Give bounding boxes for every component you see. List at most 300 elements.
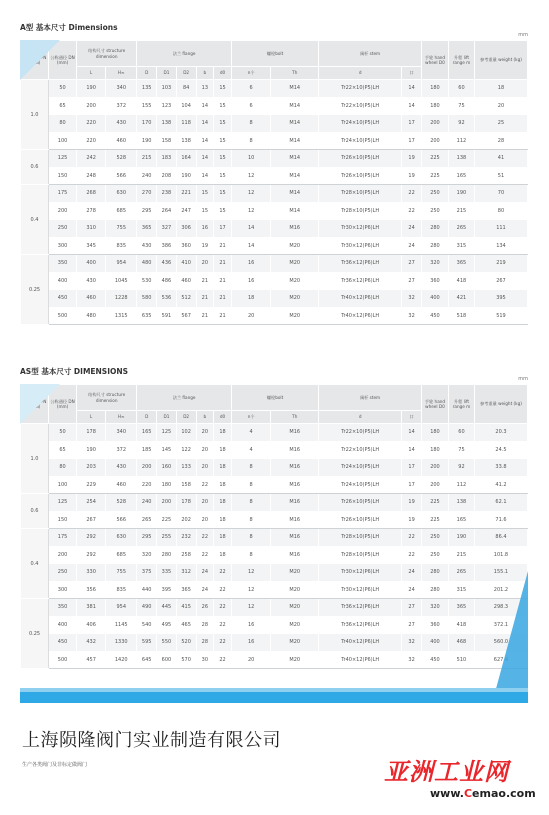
table-cell: 300	[49, 581, 77, 599]
table-cell: 12	[231, 167, 270, 185]
header-th: Th	[271, 67, 319, 80]
table-cell: 627.4	[474, 651, 527, 669]
table-cell: 372	[106, 97, 137, 115]
table-cell: 18	[214, 546, 232, 564]
table-cell: 14	[196, 115, 214, 133]
table-cell: 165	[448, 167, 474, 185]
table-b	[20, 384, 528, 669]
table-cell: 1420	[106, 651, 137, 669]
table-cell: 112	[448, 476, 474, 494]
table-cell: M20	[271, 255, 319, 273]
table-cell: 365	[176, 581, 196, 599]
table-cell: 519	[474, 307, 527, 325]
table-cell: 170	[137, 115, 157, 133]
table-cell: 436	[157, 255, 177, 273]
table-cell: Tr28×10(P5)LH	[319, 185, 402, 203]
table-cell: 480	[137, 255, 157, 273]
table-cell: 112	[448, 132, 474, 150]
table-cell: 954	[106, 255, 137, 273]
table-cell: 395	[157, 581, 177, 599]
table-cell: 158	[176, 476, 196, 494]
pressure-cell: 0.4	[21, 529, 49, 599]
table-cell: 550	[157, 634, 177, 652]
table-cell: 225	[157, 511, 177, 529]
table-cell: 630	[106, 185, 137, 203]
table-cell: 755	[106, 564, 137, 582]
table-cell: 21	[196, 307, 214, 325]
table-cell: 190	[448, 529, 474, 547]
table-cell: 32	[402, 634, 422, 652]
header-handwheel: 手轮 hand wheel D0	[421, 385, 448, 424]
table-cell: 12	[231, 599, 270, 617]
table-row	[21, 132, 528, 150]
table-cell: Tr26×10(P5)LH	[319, 150, 402, 168]
table-cell: 15	[214, 167, 232, 185]
table-cell: 80	[49, 115, 77, 133]
table-cell: 268	[77, 185, 106, 203]
table-cell: 138	[157, 115, 177, 133]
table-cell: Tr28×10(P5)LH	[319, 546, 402, 564]
table-cell: 75	[448, 441, 474, 459]
table-cell: 19	[402, 167, 422, 185]
table-cell: 250	[421, 546, 448, 564]
header-stem-d: d	[319, 411, 402, 424]
table-cell: 250	[421, 529, 448, 547]
table-cell: 8	[231, 115, 270, 133]
table-cell: 27	[402, 616, 422, 634]
table-cell: 14	[402, 80, 422, 98]
table-cell: 84	[176, 80, 196, 98]
table-cell: 28	[196, 616, 214, 634]
table-cell: 440	[137, 581, 157, 599]
table-a-section	[20, 22, 528, 325]
table-cell: 200	[421, 459, 448, 477]
table-row	[21, 441, 528, 459]
table-cell: 280	[421, 220, 448, 238]
table-cell: 65	[49, 97, 77, 115]
table-cell: 28	[196, 634, 214, 652]
header-b: b	[196, 411, 214, 424]
table-cell: 16	[231, 255, 270, 273]
table-cell: 200	[421, 476, 448, 494]
table-b-section	[20, 366, 528, 669]
table-cell: M16	[271, 546, 319, 564]
table-cell: 20	[196, 511, 214, 529]
table-cell: 200	[421, 132, 448, 150]
table-cell: 372	[106, 441, 137, 459]
table-cell: 15	[214, 202, 232, 220]
header-dn: 公称通径 DN (mm)	[49, 41, 77, 80]
table-cell: 315	[448, 581, 474, 599]
table-cell: 15	[214, 80, 232, 98]
table-cell: 18	[214, 476, 232, 494]
table-cell: Tr22×10(P5)LH	[319, 424, 402, 442]
table-cell: 15	[214, 132, 232, 150]
table-cell: 320	[421, 255, 448, 273]
table-cell: 580	[137, 290, 157, 308]
table-cell: 62.1	[474, 494, 527, 512]
table-cell: 320	[137, 546, 157, 564]
table-cell: M20	[271, 616, 319, 634]
table-cell: 595	[137, 634, 157, 652]
table-cell: M14	[271, 132, 319, 150]
table-cell: M20	[271, 307, 319, 325]
table-cell: 138	[448, 494, 474, 512]
table-cell: 560.0	[474, 634, 527, 652]
table-cell: 71.6	[474, 511, 527, 529]
table-cell: 155.1	[474, 564, 527, 582]
table-row	[21, 424, 528, 442]
table-row	[21, 494, 528, 512]
table-cell: 14	[196, 167, 214, 185]
table-cell: 8	[231, 476, 270, 494]
table-cell: 292	[77, 529, 106, 547]
table-cell: 22	[402, 546, 422, 564]
table-cell: M14	[271, 97, 319, 115]
table-cell: Tr40×12(P6)LH	[319, 307, 402, 325]
table-cell: 335	[157, 564, 177, 582]
table-cell: 80	[49, 459, 77, 477]
table-cell: 330	[77, 564, 106, 582]
table-cell: 591	[157, 307, 177, 325]
table-cell: 247	[176, 202, 196, 220]
header-b: b	[196, 67, 214, 80]
table-cell: 155	[137, 97, 157, 115]
table-cell: 280	[421, 564, 448, 582]
table-cell: 480	[77, 307, 106, 325]
table-cell: 512	[176, 290, 196, 308]
header-dn: 公称通径 DN (mm)	[49, 385, 77, 424]
table-cell: 165	[137, 424, 157, 442]
pressure-cell: 1.0	[21, 80, 49, 150]
table-cell: 15	[214, 185, 232, 203]
table-cell: 327	[157, 220, 177, 238]
table-cell: 22	[214, 599, 232, 617]
table-cell: Tr24×10(P5)LH	[319, 115, 402, 133]
table-cell: M16	[271, 511, 319, 529]
table-cell: 102	[176, 424, 196, 442]
table-cell: 430	[137, 237, 157, 255]
table-cell: M14	[271, 115, 319, 133]
table-cell: 138	[176, 132, 196, 150]
table-cell: 101.8	[474, 546, 527, 564]
table-cell: 238	[157, 185, 177, 203]
pressure-cell: 0.6	[21, 494, 49, 529]
table-cell: 92	[448, 459, 474, 477]
header-l: L	[77, 411, 106, 424]
table-cell: 175	[49, 529, 77, 547]
table-cell: 60	[448, 80, 474, 98]
table-cell: M20	[271, 237, 319, 255]
table-cell: M14	[271, 80, 319, 98]
table-cell: 200	[49, 202, 77, 220]
table-cell: 215	[448, 546, 474, 564]
table-cell: 350	[49, 599, 77, 617]
table-cell: 20	[196, 255, 214, 273]
table-cell: 17	[402, 459, 422, 477]
table-cell: 135	[137, 80, 157, 98]
table-cell: 1315	[106, 307, 137, 325]
table-cell: 528	[106, 494, 137, 512]
table-cell: 250	[421, 185, 448, 203]
header-flange: 法兰 flange	[137, 385, 232, 411]
table-cell: 21	[214, 272, 232, 290]
table-row	[21, 220, 528, 238]
table-cell: Tr40×12(P6)LH	[319, 634, 402, 652]
table-cell: 685	[106, 546, 137, 564]
table-cell: M20	[271, 564, 319, 582]
table-cell: 530	[137, 272, 157, 290]
table-cell: 372.1	[474, 616, 527, 634]
table-cell: 280	[421, 237, 448, 255]
table-cell: 122	[176, 441, 196, 459]
header-d1: D1	[157, 67, 177, 80]
table-cell: 12	[231, 185, 270, 203]
table-cell: 15	[214, 150, 232, 168]
table-cell: 104	[176, 97, 196, 115]
header-n: n个	[231, 411, 270, 424]
table-cell: 190	[137, 132, 157, 150]
table-cell: 111	[474, 220, 527, 238]
table-cell: Tr26×10(P5)LH	[319, 494, 402, 512]
table-cell: 8	[231, 459, 270, 477]
table-cell: 566	[106, 511, 137, 529]
table-cell: 22	[196, 546, 214, 564]
table-cell: 19	[402, 150, 422, 168]
table-cell: 18	[231, 290, 270, 308]
table-cell: 200	[77, 97, 106, 115]
table-cell: 32	[402, 290, 422, 308]
table-cell: 430	[106, 115, 137, 133]
table-cell: 14	[402, 424, 422, 442]
table-cell: 12	[231, 564, 270, 582]
table-cell: 645	[137, 651, 157, 669]
table-cell: 125	[49, 494, 77, 512]
table-cell: 250	[421, 202, 448, 220]
table-cell: 24	[402, 564, 422, 582]
table-cell: 365	[448, 599, 474, 617]
header-n: n个	[231, 67, 270, 80]
table-cell: M16	[271, 424, 319, 442]
table-cell: 310	[77, 220, 106, 238]
table-cell: Tr28×10(P5)LH	[319, 529, 402, 547]
table-cell: 225	[421, 150, 448, 168]
table-cell: 254	[77, 494, 106, 512]
table-cell: 365	[137, 220, 157, 238]
table-cell: M20	[271, 272, 319, 290]
table-cell: 16	[196, 220, 214, 238]
table-row	[21, 546, 528, 564]
table-cell: 15	[214, 97, 232, 115]
table-cell: 8	[231, 132, 270, 150]
header-bolt: 螺栓bolt	[231, 41, 318, 67]
table-cell: 190	[77, 441, 106, 459]
table-cell: 250	[49, 564, 77, 582]
table-cell: 70	[474, 185, 527, 203]
table-cell: 41	[474, 150, 527, 168]
header-h: H≈	[106, 67, 137, 80]
table-cell: 360	[421, 272, 448, 290]
table-cell: 518	[448, 307, 474, 325]
table-cell: 21	[214, 290, 232, 308]
table-row	[21, 529, 528, 547]
table-cell: 225	[421, 494, 448, 512]
header-flange: 法兰 flange	[137, 41, 232, 67]
table-cell: 457	[77, 651, 106, 669]
table-cell: 298.3	[474, 599, 527, 617]
table-cell: 536	[157, 290, 177, 308]
table-cell: 4	[231, 441, 270, 459]
pressure-cell: 0.25	[21, 599, 49, 669]
table-cell: 229	[77, 476, 106, 494]
table-cell: Tr30×12(P6)LH	[319, 564, 402, 582]
table-cell: 32	[402, 307, 422, 325]
table-cell: 22	[214, 564, 232, 582]
table-cell: 201.2	[474, 581, 527, 599]
header-handwheel: 手轮 hand wheel D0	[421, 41, 448, 80]
table-cell: 50	[49, 80, 77, 98]
table-cell: 20	[196, 459, 214, 477]
table-cell: M16	[271, 529, 319, 547]
table-cell: 24	[402, 220, 422, 238]
table-cell: 570	[176, 651, 196, 669]
table-cell: 185	[137, 441, 157, 459]
header-pn: 公称压力 PN (MPa)	[21, 385, 49, 424]
table-cell: 33.8	[474, 459, 527, 477]
table-cell: 500	[49, 307, 77, 325]
pressure-cell: 0.4	[21, 185, 49, 255]
table-cell: Tr40×12(P6)LH	[319, 290, 402, 308]
table-cell: 41.2	[474, 476, 527, 494]
table-cell: 20	[474, 97, 527, 115]
accent-band	[20, 692, 528, 703]
header-weight: 参考重量 weight (kg)	[474, 385, 527, 424]
table-cell: 180	[421, 441, 448, 459]
table-cell: 100	[49, 132, 77, 150]
table-cell: 460	[106, 132, 137, 150]
table-cell: 1330	[106, 634, 137, 652]
header-stem: 阀杆 stem	[319, 41, 422, 67]
table-cell: 21	[214, 237, 232, 255]
table-cell: 265	[137, 511, 157, 529]
table-cell: 150	[49, 511, 77, 529]
table-cell: Tr22×10(P5)LH	[319, 80, 402, 98]
table-cell: 25	[474, 115, 527, 133]
header-range: 升程 lift range m	[448, 41, 474, 80]
table-cell: Tr30×12(P6)LH	[319, 220, 402, 238]
pressure-cell: 0.6	[21, 150, 49, 185]
table-cell: 190	[448, 185, 474, 203]
table-cell: 295	[137, 202, 157, 220]
table-cell: 421	[448, 290, 474, 308]
table-cell: 17	[402, 132, 422, 150]
table-cell: 315	[448, 237, 474, 255]
url-mark: C	[463, 787, 473, 800]
table-cell: 92	[448, 115, 474, 133]
table-cell: M16	[271, 459, 319, 477]
table-cell: 430	[106, 459, 137, 477]
table-cell: 22	[214, 616, 232, 634]
table-cell: 22	[402, 529, 422, 547]
table-cell: 60	[448, 424, 474, 442]
table-cell: 27	[402, 272, 422, 290]
header-h: H≈	[106, 411, 137, 424]
table-cell: 225	[421, 167, 448, 185]
header-range: 升程 lift range m	[448, 385, 474, 424]
table-cell: 75	[448, 97, 474, 115]
table-row	[21, 202, 528, 220]
table-cell: 18	[214, 459, 232, 477]
table-cell: 460	[176, 272, 196, 290]
table-cell: 220	[137, 476, 157, 494]
table-b-body	[21, 424, 528, 669]
pressure-cell: 1.0	[21, 424, 49, 494]
table-cell: M20	[271, 290, 319, 308]
table-cell: 24	[196, 564, 214, 582]
table-row	[21, 80, 528, 98]
table-cell: 100	[49, 476, 77, 494]
table-cell: 450	[49, 634, 77, 652]
table-cell: 165	[448, 511, 474, 529]
header-d: D	[137, 67, 157, 80]
table-cell: 20.3	[474, 424, 527, 442]
header-weight: 参考重量 weight (kg)	[474, 41, 527, 80]
table-cell: 265	[448, 220, 474, 238]
table-cell: 954	[106, 599, 137, 617]
table-cell: Tr28×10(P5)LH	[319, 202, 402, 220]
table-cell: 27	[402, 255, 422, 273]
table-row	[21, 167, 528, 185]
table-cell: 14	[196, 97, 214, 115]
table-cell: Tr30×12(P6)LH	[319, 581, 402, 599]
table-cell: Tr30×12(P6)LH	[319, 237, 402, 255]
table-cell: 21	[214, 307, 232, 325]
table-cell: 600	[157, 651, 177, 669]
table-cell: 22	[402, 202, 422, 220]
header-d2: D2	[176, 411, 196, 424]
table-cell: Tr22×10(P5)LH	[319, 441, 402, 459]
table-row	[21, 459, 528, 477]
table-cell: 215	[137, 150, 157, 168]
table-cell: 18	[214, 441, 232, 459]
table-cell: M16	[271, 494, 319, 512]
table-cell: 400	[77, 255, 106, 273]
table-cell: 360	[421, 616, 448, 634]
table-cell: 567	[176, 307, 196, 325]
table-cell: 280	[157, 546, 177, 564]
table-cell: 248	[77, 167, 106, 185]
table-cell: Tr24×10(P5)LH	[319, 132, 402, 150]
table-cell: 510	[448, 651, 474, 669]
table-cell: 250	[49, 220, 77, 238]
table-a-title: A型 基本尺寸 Dimensions	[20, 23, 118, 32]
table-cell: 178	[77, 424, 106, 442]
table-cell: 450	[49, 290, 77, 308]
table-cell: 200	[157, 494, 177, 512]
table-cell: 395	[474, 290, 527, 308]
table-cell: 356	[77, 581, 106, 599]
table-cell: 418	[448, 272, 474, 290]
table-cell: 183	[157, 150, 177, 168]
header-d: D	[137, 411, 157, 424]
table-cell: 835	[106, 237, 137, 255]
table-cell: 400	[421, 634, 448, 652]
table-cell: 21	[196, 290, 214, 308]
table-cell: 51	[474, 167, 527, 185]
table-row	[21, 115, 528, 133]
table-cell: 375	[137, 564, 157, 582]
table-cell: 180	[421, 80, 448, 98]
